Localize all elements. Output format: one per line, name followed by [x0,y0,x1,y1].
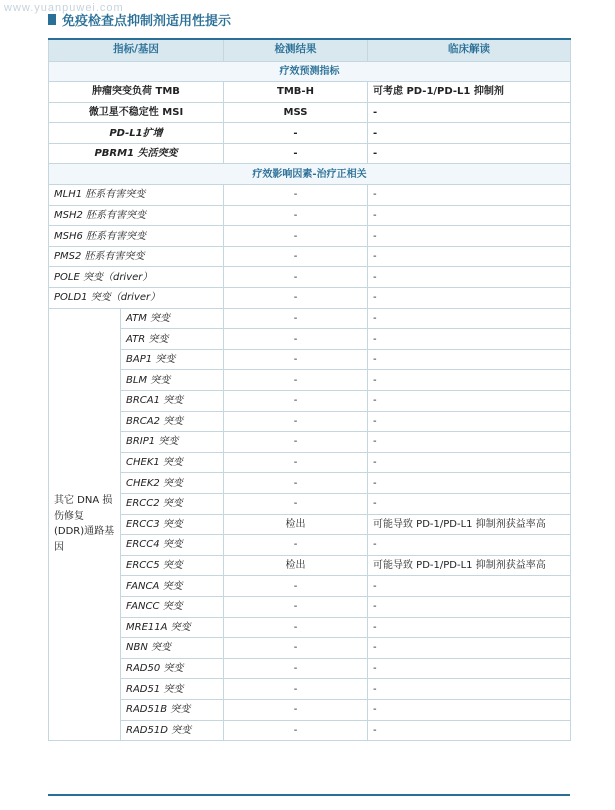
title-row [48,10,231,28]
interpretation-cell: - [368,102,571,123]
interpretation-cell: - [368,349,571,370]
result-cell: 检出 [224,514,368,535]
result-cell: - [224,452,368,473]
result-cell: - [224,329,368,350]
interpretation-cell: - [368,432,571,453]
table-row [49,205,571,226]
indicator-name: 肿瘤突变负荷 TMB [49,82,224,103]
gene-name: BRIP1 突变 [121,432,224,453]
gene-name: BLM 突变 [121,370,224,391]
result-cell: - [224,370,368,391]
table-row [49,123,571,144]
interpretation-cell: - [368,658,571,679]
section-row [49,61,571,82]
result-cell: - [224,720,368,741]
table-row [49,720,571,741]
gene-name: NBN 突变 [121,638,224,659]
table-row [49,226,571,247]
interpretation-cell: - [368,123,571,144]
interpretation-cell: - [368,535,571,556]
bookmark-icon [48,14,56,25]
table-row [49,473,571,494]
gene-name: RAD50 突变 [121,658,224,679]
indicator-name: 微卫星不稳定性 MSI [49,102,224,123]
table-row [49,411,571,432]
section-row [49,164,571,185]
table-row [49,576,571,597]
table-row [49,82,571,103]
interpretation-cell: - [368,226,571,247]
table-row [49,679,571,700]
table-row [49,391,571,412]
interpretation-cell: - [368,329,571,350]
watermark: www.yuanpuwei.com [4,2,124,14]
interpretation-cell: - [368,205,571,226]
table-row [49,143,571,164]
result-cell: - [224,246,368,267]
interpretation-cell: - [368,617,571,638]
table-row [49,493,571,514]
header-result: 检测结果 [224,39,368,61]
bottom-rule [48,794,570,796]
gene-name: ATR 突变 [121,329,224,350]
gene-name: ERCC2 突变 [121,493,224,514]
interpretation-cell: - [368,638,571,659]
section-title: 疗效影响因素-治疗正相关 [49,164,571,185]
gene-name: MRE11A 突变 [121,617,224,638]
result-cell: - [224,535,368,556]
interpretation-cell: - [368,679,571,700]
header-indicator: 指标/基因 [49,39,224,61]
gene-name: MSH2 胚系有害突变 [49,205,224,226]
page-title: 免疫检查点抑制剂适用性提示 [62,13,232,29]
result-cell: - [224,411,368,432]
table-row [49,246,571,267]
interpretation-cell: - [368,411,571,432]
interpretation-cell: - [368,288,571,309]
table-row [49,452,571,473]
interpretation-cell: 可考虑 PD-1/PD-L1 抑制剂 [368,82,571,103]
result-cell: MSS [224,102,368,123]
interpretation-cell: - [368,308,571,329]
interpretation-cell: - [368,576,571,597]
result-cell: 检出 [224,555,368,576]
result-cell: - [224,185,368,206]
table-row [49,699,571,720]
result-cell: - [224,226,368,247]
table-row [49,329,571,350]
result-cell: - [224,267,368,288]
indicator-name: PD-L1扩增 [49,123,224,144]
result-cell: TMB-H [224,82,368,103]
section-title: 疗效预测指标 [49,61,571,82]
result-cell: - [224,493,368,514]
gene-name: RAD51 突变 [121,679,224,700]
gene-name: FANCA 突变 [121,576,224,597]
gene-name: FANCC 突变 [121,596,224,617]
gene-name: ERCC4 突变 [121,535,224,556]
result-cell: - [224,596,368,617]
interpretation-cell: 可能导致 PD-1/PD-L1 抑制剂获益率高 [368,514,571,535]
result-cell: - [224,349,368,370]
result-cell: - [224,576,368,597]
gene-name: MLH1 胚系有害突变 [49,185,224,206]
table-header [49,39,571,61]
interpretation-cell: - [368,143,571,164]
table-row [49,349,571,370]
table-row [49,535,571,556]
result-cell: - [224,473,368,494]
interpretation-cell: - [368,452,571,473]
result-cell: - [224,679,368,700]
interpretation-cell: - [368,699,571,720]
result-cell: - [224,617,368,638]
result-cell: - [224,288,368,309]
table-row [49,308,571,329]
result-cell: - [224,123,368,144]
table-row [49,555,571,576]
gene-name: PMS2 胚系有害突变 [49,246,224,267]
gene-name: BRCA2 突变 [121,411,224,432]
table-row [49,370,571,391]
gene-name: RAD51B 突变 [121,699,224,720]
gene-name: BRCA1 突变 [121,391,224,412]
gene-name: CHEK2 突变 [121,473,224,494]
gene-name: BAP1 突变 [121,349,224,370]
table-row [49,617,571,638]
gene-name: RAD51D 突变 [121,720,224,741]
gene-name: POLE 突变（driver） [49,267,224,288]
result-cell: - [224,658,368,679]
table-row [49,102,571,123]
icb-table [48,38,571,741]
interpretation-cell: - [368,185,571,206]
table-row [49,596,571,617]
gene-name: ATM 突变 [121,308,224,329]
interpretation-cell: - [368,246,571,267]
indicator-name: PBRM1 失活突变 [49,143,224,164]
header-interpretation: 临床解读 [368,39,571,61]
interpretation-cell: - [368,391,571,412]
result-cell: - [224,638,368,659]
result-cell: - [224,432,368,453]
gene-name: ERCC5 突变 [121,555,224,576]
result-cell: - [224,699,368,720]
interpretation-cell: - [368,370,571,391]
interpretation-cell: - [368,596,571,617]
table-row [49,432,571,453]
ddr-group-label: 其它 DNA 损伤修复 (DDR)通路基因 [49,308,121,740]
interpretation-cell: - [368,720,571,741]
table-row [49,267,571,288]
result-cell: - [224,143,368,164]
table-body [49,61,571,741]
gene-name: MSH6 胚系有害突变 [49,226,224,247]
result-cell: - [224,391,368,412]
table-row [49,638,571,659]
interpretation-cell: - [368,473,571,494]
table-row [49,658,571,679]
result-cell: - [224,308,368,329]
interpretation-cell: - [368,493,571,514]
table-row [49,185,571,206]
table-row [49,288,571,309]
gene-name: ERCC3 突变 [121,514,224,535]
interpretation-cell: - [368,267,571,288]
gene-name: POLD1 突变（driver） [49,288,224,309]
interpretation-cell: 可能导致 PD-1/PD-L1 抑制剂获益率高 [368,555,571,576]
table-row [49,514,571,535]
gene-name: CHEK1 突变 [121,452,224,473]
result-cell: - [224,205,368,226]
